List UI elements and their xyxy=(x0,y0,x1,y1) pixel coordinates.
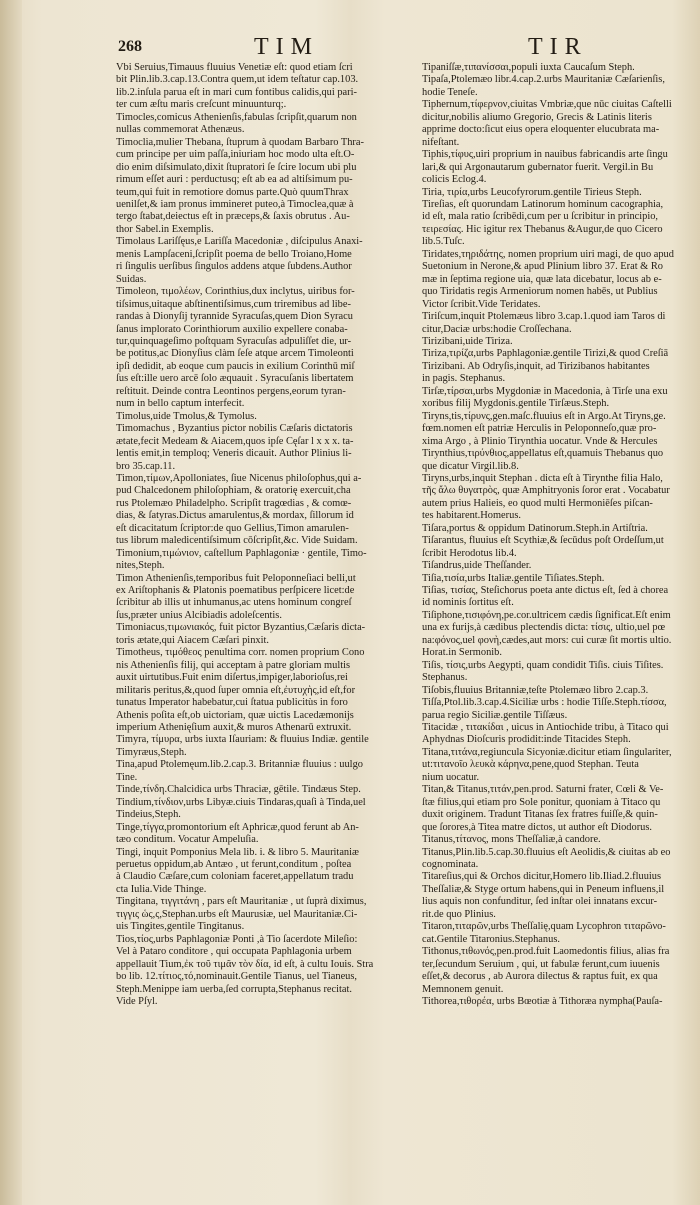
text-line: Stephanus. xyxy=(422,672,468,684)
text-line: Tiſandrus,uide Theſſander. xyxy=(422,560,532,572)
text-line: cta Iulia.Vide Thinge. xyxy=(116,883,207,895)
text-line: eſſet,& decorus , ab Aurora dilectus & raptus fuit, ex qua xyxy=(422,971,658,983)
left-text-column xyxy=(116,62,416,1008)
text-line: bo lib. 12.τίτιος,τό,nominauit.Gentile Tianus, uel Tianeus, xyxy=(116,971,358,983)
text-line: ſus eſt:ille uero arcē ſolo æquauit . Syracuſanis libertatem xyxy=(116,373,354,385)
text-line: tus librum maledicentiſsimum cōſcripſit,&c. Vide Suidam. xyxy=(116,535,358,547)
text-line: reſtituit. Deinde contra Leontinos pergens,eorum tyran- xyxy=(116,385,346,397)
text-line: Tithonus,τιθωνός,pen.prod.fuit Laomedontis filius, alias fra xyxy=(422,946,670,958)
text-line: xima Argo , à Plinio Tirynthia uocatur. Vnde & Hercules xyxy=(422,435,658,447)
text-line: cum principe per uim paſſa,iniuriam hoc modo ulta eſt.O- xyxy=(116,149,355,161)
text-line: dicitur,nobilis aliumo Gregorio, Grecis & Latinis literis xyxy=(422,111,652,123)
text-line: Tiſis, τίσις,urbs Aegypti, quam condidit Tiſis. ciuis Tiſites. xyxy=(422,659,664,671)
text-line: Tirizibani. Ab Odryſis,inquit, ad Tirizibanos habitantes xyxy=(422,360,650,372)
text-line: Tirynthius,τιρύνθιος,appellatus eſt,quamuis Thebanus quo xyxy=(422,448,664,460)
text-line: Tindium,τίνδιον,urbs Libyæ.ciuis Tindaras,quaſi à Tinda,uel xyxy=(116,796,366,808)
text-line: Steph.Menippe iam uerba,ſed corrupta,Stephanus recitat. xyxy=(116,983,353,995)
text-line: randas à Dionyſij tyrannide Syracuſas,quem Dion Syracu xyxy=(116,311,353,323)
text-line: una ex furijs,à cædibus plectendis dicta: τίσις, ultio,uel pœ xyxy=(422,622,666,634)
text-line: Tiſia,τισία,urbs Italiæ.gentile Tiſiates.Steph. xyxy=(422,572,605,584)
text-line: ex Ariſtophanis & Platonis poematibus perſpicere licet:de xyxy=(116,585,355,597)
text-line: rimum eſſet auri : perductusq; eſt ab ea ad altiſsimum pu- xyxy=(116,174,353,186)
text-line: Timocles,comicus Athenienſis,fabulas ſcripſit,quarum non xyxy=(116,111,357,123)
running-head-right: TIR xyxy=(528,34,588,60)
text-line: fœm.nomen eſt patriæ Herculis in Peloponneſo,quæ pro- xyxy=(422,423,657,435)
text-line: tes habitarent.Homerus. xyxy=(422,510,521,522)
text-line: Timyra, τίμυρα, urbs iuxta Iſauriam: & fluuius Indiæ. gentile xyxy=(116,734,369,746)
text-line: nis Athenienſis filij, qui acceptam à patre gloriam multis xyxy=(116,659,351,671)
text-line: parua regio Siciliæ.gentile Tiſſæus. xyxy=(422,709,568,721)
text-line: militaris peritus,&,quod ſuper omnia eſt,ἐυτυχὴς,id eſt,for xyxy=(116,684,356,696)
text-line: Tiſſa,Ptol.lib.3.cap.4.Siciliæ urbs : hodie Tiſſe.Steph.τίσσα, xyxy=(422,697,667,709)
text-line: rit.de quo Plinius. xyxy=(422,908,496,920)
text-line: Tindeius,Steph. xyxy=(116,809,181,821)
text-line: mæ in ſeptima regione uia, quæ lata dicebatur, locus ab e- xyxy=(422,273,662,285)
text-line: citur,Daciæ urbs:hodie Croſſechana. xyxy=(422,323,572,335)
text-line: id eſt, mala ratio ſcribēdi,cum per u ſcribitur in principio, xyxy=(422,211,659,223)
text-line: pud Chalcedonem philoſophiam, & oratorię exercuit,cha xyxy=(116,485,351,497)
text-line: Tipaniſſæ,τιπανίσσαι,populi iuxta Caucaſum Steph. xyxy=(422,62,635,73)
text-line: Tiria, τιρία,urbs Leucofyrorum.gentile Tirieus Steph. xyxy=(422,186,642,198)
text-line: toris ætate,qui Aiacem Cæſari pinxit. xyxy=(116,634,269,646)
text-line: Titaron,τιταρῶν,urbs Theſſalię,quam Lycophron τιταρῶνo- xyxy=(422,921,666,933)
text-line: Timoniacus,τιμωνιακός, fuit pictor Byzantius,Cæſaris dicta- xyxy=(116,622,366,634)
text-line: Tinge,τίγγα,promontorium eſt Aphricæ,quod ferunt ab An- xyxy=(116,821,359,833)
text-line: tiſsimus,uitaque abſtinentiſsimus,cum triremibus ad libe- xyxy=(116,298,351,310)
text-line: quo Tiridatis regis Armeniorum nomen habēs, ut Publius xyxy=(422,286,658,298)
text-line: colicis Eclog.4. xyxy=(422,174,487,186)
right-text-column xyxy=(422,62,700,1008)
text-line: τῆς ἄλω θυγατρὸς, quæ Amphitryonis ſoror erat . Vocabatur xyxy=(422,485,670,497)
text-line: lius aquis non confunditur, ſed inſtar olei innatans excur- xyxy=(422,896,658,908)
text-line: ſcribitur ab illis ut inhumanus,ac utens hominum congreſ xyxy=(116,597,352,609)
text-line: cat.Gentile Titaronius.Stephanus. xyxy=(422,933,560,945)
text-line: Aphydnas Dioſcuris prodidit:inde Titacides Steph. xyxy=(422,734,631,746)
text-line: Timoleon, τιμολέων, Corinthius,dux inclytus, uiribus for- xyxy=(116,286,355,298)
text-line: Vide Pſyl. xyxy=(116,995,158,1007)
text-line: bro 35.cap.11. xyxy=(116,460,176,472)
text-line: bit Plin.lib.3.cap.13.Contra quem,ut idem teſtatur cap.103. xyxy=(116,74,359,86)
text-line: nites,Steph. xyxy=(116,560,165,572)
text-line: ri ſingulis uerſibus ſingulos addens atque ſubdens.Author xyxy=(116,261,352,273)
text-line: autem prius Halieis, eo quod multi Hermoniēſes piſcan- xyxy=(422,497,653,509)
text-line: ter,ſecundum Seruium , qui, ut fabulæ ferunt,cum iuuenis xyxy=(422,958,660,970)
text-line: tergo ſtabat,deiectus eſt in præceps,& ſaxis obrutus . Au- xyxy=(116,211,350,223)
text-line: ter cum æſtu maris creſcunt minuunturq;. xyxy=(116,99,287,111)
text-line: Titanus,τίτανος, mons Theſſaliæ,à candore. xyxy=(422,834,601,846)
text-line: nullas commemorat Athenæus. xyxy=(116,124,245,136)
text-line: que ſorores,à Titea matre dictos, ut author eſt Diodorus. xyxy=(422,821,652,833)
text-line: Timotheus, τιμόθεος penultima corr. nomen proprium Cono xyxy=(116,647,365,659)
text-line: tur,quinquageſimo poſtquam Syracuſas adpuliſſet die, ur- xyxy=(116,335,352,347)
text-line: ut:τιτανοῖο λευκὰ κάρηνα,pene,quod Stephan. Teuta xyxy=(422,759,639,771)
text-line: Tina,apud Ptolemęum.lib.2.cap.3. Britanniæ fluuius : uulgo xyxy=(116,759,363,771)
text-line: nifeſtant. xyxy=(422,136,460,148)
text-line: Suidas. xyxy=(116,273,147,285)
text-line: Tios,τίος,urbs Paphlagoniæ Ponti ,à Tio ſacerdote Mileſio: xyxy=(116,933,358,945)
text-line: lentis emit,in temploq; Veneris dicauit. Author Plinius li- xyxy=(116,448,352,460)
text-line: lari,& qui Argonautarum gubernator fuerit. Vergil.in Bu xyxy=(422,161,654,173)
text-line: Timolus,uide Tmolus,& Tymolus. xyxy=(116,410,257,422)
text-line: Tirſæ,τίρσαι,urbs Mygdoniæ in Macedonia, à Tirſe una exu xyxy=(422,385,668,397)
text-line: Tirizibani,uide Tiriza. xyxy=(422,335,513,347)
page-number: 268 xyxy=(118,38,142,55)
text-line: thor Sabel.in Exemplis. xyxy=(116,223,214,235)
text-line: teum,qui fuit in remotiore domus parte.Quò quumThrax xyxy=(116,186,349,198)
text-line: ſtæ filius,qui etiam pro Sole ponitur, quoniam à Titaco qu xyxy=(422,796,661,808)
text-line: lib.2.inſula parua eſt in mari cum fontibus calidis,qui pari- xyxy=(116,86,357,98)
text-line: que dicatur Virgil.lib.8. xyxy=(422,460,519,472)
text-line: ætate,fecit Medeam & Aiacem,quos ipſe Cęſar l x x x. ta- xyxy=(116,435,354,447)
text-line: Memnonem genuit. xyxy=(422,983,504,995)
text-line: dio enim diſsimulato,dixit ſtupratori ſe ſcire locum ubi plu xyxy=(116,161,357,173)
text-line: Timolaus Lariſſęus,e Lariſſa Macedoniæ , diſcipulus Anaxi- xyxy=(116,236,363,248)
text-line: uenilſet,& iam pronus immineret puteo,à Timoclea,quæ à xyxy=(116,198,354,210)
text-line: Horat.in Sermonib. xyxy=(422,647,502,659)
text-line: à Claudio Cæſare,cum coloniam faceret,appellatum tradu xyxy=(116,871,354,883)
text-line: Tiphis,τίφυς,uiri proprium in nauibus fabricandis arte ſingu xyxy=(422,149,668,161)
text-line: Tingitana, τιγγιτάνη , pars eſt Mauritaniæ , ut ſuprà diximus, xyxy=(116,896,367,908)
text-line: eſt dicacitatum ſcriptor:de quo Gellius,Timon amarulen- xyxy=(116,522,349,534)
text-line: be potitus,ac Dionyſius clàm ſeſe atque arcem Timoleonti xyxy=(116,348,354,360)
text-line: apprime docto:ſicut eius opera eloquenter elucubrata ma- xyxy=(422,124,660,136)
text-line: Theſſaliæ,& Styge ortum habens,qui in Peneum influens,il xyxy=(422,883,665,895)
text-line: Timonium,τιμώνιον, caſtellum Paphlagoniæ · gentile, Timo- xyxy=(116,547,367,559)
text-line: Timon,τίμων,Apolloniates, ſiue Nicenus philoſophus,qui a- xyxy=(116,472,362,484)
text-line: ſus,præter unius Alcibiadis adoleſcentis. xyxy=(116,609,282,621)
text-line: Tithorea,τιθορέα, urbs Bœotiæ à Tithoræa nympha(Pauſa- xyxy=(422,995,663,1007)
running-head-left: TIM xyxy=(254,34,319,60)
text-line: na:φόνος,uel φονὴ,cædes,aut mors: cui curæ ſit mortis ultio. xyxy=(422,634,672,646)
text-line: Timyræus,Steph. xyxy=(116,746,187,758)
text-line: tunatus Imperator habebatur,cui ſtatua publicitùs in foro xyxy=(116,697,348,709)
text-line: Vbi Seruius,Timauus fluuius Venetiæ eſt: quod etiam ſcri xyxy=(116,62,353,73)
text-line: Victor ſcribit.Vide Teridates. xyxy=(422,298,541,310)
text-line: id nominis ſortitus eſt. xyxy=(422,597,514,609)
text-line: Tine. xyxy=(116,771,138,783)
text-line: Athenis poſita eſt,ob uictoriam, quæ uictis Lacedæmonijs xyxy=(116,709,354,721)
text-line: Tiryns,tis,τίρυνς,gen.maſc.fluuius eſt in Argo.At Tiryns,ge. xyxy=(422,410,666,422)
text-line: rus Ptolemæo Philadelpho. Scripſit tragœdias , & comœ- xyxy=(116,497,352,509)
text-line: Timon Athenienſis,temporibus fuit Peloponneſiaci belli,ut xyxy=(116,572,356,584)
text-line: dias, & ſatyras.Dictus amarulentus,& mordax, ſillorum id xyxy=(116,510,354,522)
text-line: Tiriſcum,inquit Ptolemæus libro 3.cap.1.quod iam Taros di xyxy=(422,311,666,323)
text-line: Tiryns,urbs,inquit Stephan . dicta eſt à Tirynthe filia Halo, xyxy=(422,472,663,484)
text-line: lib.5.Tuſc. xyxy=(422,236,465,248)
text-line: Vel à Pataro conditore , qui occupata Paphlagonia urbem xyxy=(116,946,352,958)
text-line: Titanus,Plin.lib.5.cap.30.fluuius eſt Aeolidis,& ciuitas ab eo xyxy=(422,846,671,858)
text-line: Titana,τιτάνα,regiuncula Sicyoniæ.dicitur etiam ſingulariter, xyxy=(422,746,672,758)
text-line: xoribus filij Mygdonis.gentile Tirſæus.Steph. xyxy=(422,398,610,410)
text-line: appellauit Tium,ἐκ τοῦ τιμᾶν τὸν δία, id eſt, à cultu Iouis. Stra xyxy=(116,958,374,970)
text-line: Tiſiphone,τισιφόνη,pe.cor.ultricem cædis ſignificat.Eſt enim xyxy=(422,609,671,621)
text-line: uis Tingites,gentile Tingitanus. xyxy=(116,921,245,933)
text-line: in pagis. Stephanus. xyxy=(422,373,506,385)
text-line: Tiphernum,τίφερνον,ciuitas Vmbriæ,que nūc ciuitas Caſtelli xyxy=(422,99,672,111)
text-line: Titan,& Titanus,τιτάν,pen.prod. Saturni frater, Cœli & Ve- xyxy=(422,784,664,796)
text-line: num in bello captum interfecit. xyxy=(116,398,245,410)
text-line: hodie Teneſe. xyxy=(422,86,478,98)
text-line: Tireſias, eſt quorundam Latinorum hominum cacographia, xyxy=(422,198,664,210)
text-line: Tiridates,τηριδάτης, nomen proprium uiri magi, de quo apud xyxy=(422,248,674,260)
text-line: duxit originem. Tradunt Titanas ſex fratres fuiſſe,& quin- xyxy=(422,809,658,821)
text-line: menis Lampſaceni,ſcripſit poema de bello Troiano,Home xyxy=(116,248,352,260)
text-line: ipſi dedidit, ab eoque cum paucis in exilium Corinthū miſ xyxy=(116,360,355,372)
text-line: τειρεσίας. Hic igitur rex Thebanus &Augur,de quo Cicero xyxy=(422,223,663,235)
text-line: Tiſara,portus & oppidum Datinorum.Steph.in Artiſtria. xyxy=(422,522,648,534)
page-gutter xyxy=(0,0,22,1205)
text-line: Tiſias, τισίας, Steſichorus poeta ante dictus eſt, ſed à chorea xyxy=(422,585,669,597)
text-line: Tingi, inquit Pomponius Mela lib. i. & libro 5. Mauritaniæ xyxy=(116,846,359,858)
text-line: τιγγις ὡς,ς,Stephan.urbs eſt Maurusiæ, uel Mauritaniæ.Ci- xyxy=(116,908,358,920)
text-line: cognominata. xyxy=(422,859,479,870)
text-line: Tiſarantus, fluuius eſt Scythiæ,& ſecūdus poſt Ordeſſum,ut xyxy=(422,535,664,547)
text-line: ſcribit Herodotus lib.4. xyxy=(422,547,517,559)
text-line: Tinde,τίνδη.Chalcidica urbs Thraciæ, gētile. Tindæus Step. xyxy=(116,784,361,796)
text-line: Titacidæ , τιτακίδαι , uicus in Antiochide tribu, à Titaco qui xyxy=(422,722,669,734)
text-line: Tiriza,τιρίζα,urbs Paphlagoniæ.gentile Tirizi,& quod Creſiā xyxy=(422,348,669,360)
text-line: Tiſobis,fluuius Britanniæ,teſte Ptolemæo libro 2.cap.3. xyxy=(422,684,649,696)
text-line: ſanus implorato Corinthiorum auxilio expellere conaba- xyxy=(116,323,348,335)
text-line: nium uocatur. xyxy=(422,771,480,783)
text-line: tæo conditum. Vocatur Ampeluſia. xyxy=(116,834,259,846)
text-line: Timomachus , Byzantius pictor nobilis Cæſaris dictatoris xyxy=(116,423,353,435)
text-line: Suetonium in Nerone,& apud Plinium libro 37. Erat & Ro xyxy=(422,261,663,273)
text-line: Timoclia,mulier Thebana, ſtuprum à quodam Barbaro Thra- xyxy=(116,136,364,148)
text-line: auxit uirtutibus.Fuit enim diſertus,impiger,laborioſus,rei xyxy=(116,672,348,684)
text-line: peruetus oppidum,ab Antæo , ut ferunt,conditum , poſtea xyxy=(116,859,352,870)
text-line: imperium Athenięſium auxit,& muros Athenarū extruxit. xyxy=(116,722,352,734)
text-line: Titareſius,qui & Orchos dicitur,Homero lib.Iliad.2.fluuius xyxy=(422,871,662,883)
text-line: Tipaſa,Ptolemæo libr.4.cap.2.urbs Mauritaniæ Cæſarienſis, xyxy=(422,74,665,86)
